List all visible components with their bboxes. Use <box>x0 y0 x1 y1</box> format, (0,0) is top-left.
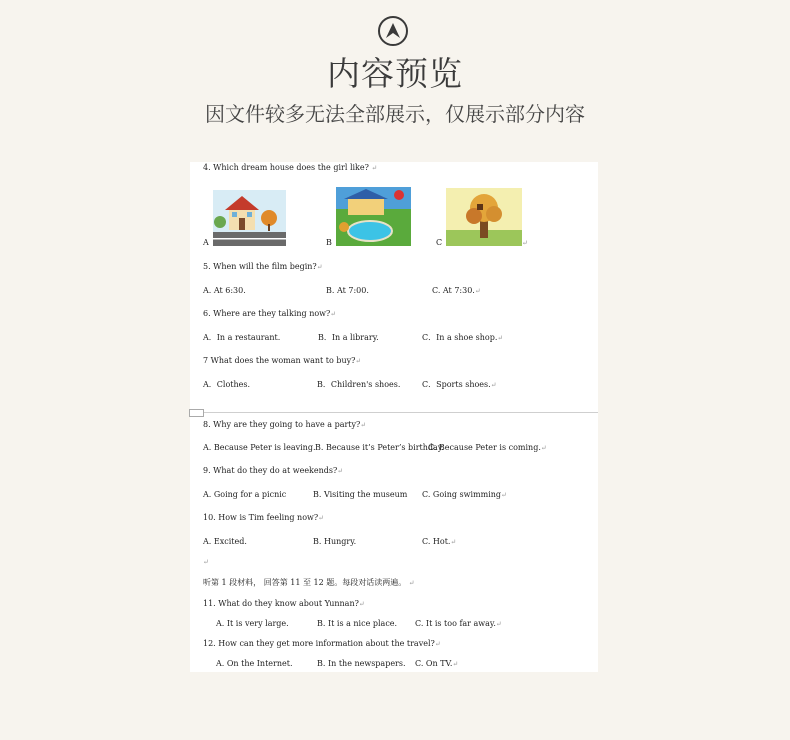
return-mark: ↵ <box>203 558 209 566</box>
question-7: 7 What does the woman want to buy?↵ <box>203 356 362 365</box>
option-9a: A. Going for a picnic <box>203 490 287 499</box>
option-11c: C. It is too far away.↵ <box>415 619 502 628</box>
page-break-line <box>190 412 598 413</box>
option-7c: C．Sports shoes.↵ <box>422 380 497 389</box>
option-4c: C <box>436 238 443 247</box>
option-5a: A. At 6:30. <box>203 286 246 295</box>
option-8b: B. Because it’s Peter’s birthday. <box>315 443 444 452</box>
question-4: 4. Which dream house does the girl like? ↵ <box>203 163 378 172</box>
question-5: 5. When will the film begin?↵ <box>203 262 323 271</box>
option-10a: A. Excited. <box>203 537 247 546</box>
option-11b: B. It is a nice place. <box>317 619 398 628</box>
logo-icon <box>378 16 408 46</box>
document-preview <box>190 162 598 672</box>
option-9b: B. Visiting the museum <box>313 490 408 499</box>
option-7a: A．Clothes. <box>203 380 251 389</box>
page-subtitle: 因文件较多无法全部展示，仅展示部分内容 <box>205 102 585 126</box>
house-b-image <box>336 187 411 246</box>
option-8c: C. Because Peter is coming.↵ <box>428 443 547 452</box>
option-8a: A. Because Peter is leaving. <box>203 443 316 452</box>
option-5c: C. At 7:30.↵ <box>432 286 481 295</box>
option-4a: A <box>203 238 209 247</box>
option-11a: A. It is very large. <box>216 619 289 628</box>
option-7b: B．Children's shoes. <box>317 380 401 389</box>
question-11: 11. What do they know about Yunnan?↵ <box>203 599 365 608</box>
option-4b: B <box>326 238 332 247</box>
option-10c: C. Hot.↵ <box>422 537 457 546</box>
page-break-handle[interactable] <box>189 409 204 417</box>
return-mark: ↵ <box>522 239 528 247</box>
question-9: 9. What do they do at weekends?↵ <box>203 466 344 475</box>
section-heading: 听第 1 段材料， 回答第 11 至 12 题。每段对话读两遍。 ↵ <box>203 578 415 587</box>
house-c-image <box>446 188 522 246</box>
option-12c: C. On TV.↵ <box>415 659 459 668</box>
question-6: 6. Where are they talking now?↵ <box>203 309 337 318</box>
question-12: 12. How can they get more information about the travel?↵ <box>203 639 441 648</box>
option-5b: B. At 7:00. <box>326 286 369 295</box>
option-9c: C. Going swimming↵ <box>422 490 507 499</box>
page-title: 内容预览 <box>327 54 463 93</box>
option-10b: B. Hungry. <box>313 537 357 546</box>
option-6a: A．In a restaurant. <box>203 333 281 342</box>
house-a-image <box>213 190 286 246</box>
option-6c: C．In a shoe shop.↵ <box>422 333 504 342</box>
question-8: 8. Why are they going to have a party?↵ <box>203 420 367 429</box>
option-12a: A. On the Internet. <box>216 659 293 668</box>
option-12b: B. In the newspapers. <box>317 659 406 668</box>
question-10: 10. How is Tim feeling now?↵ <box>203 513 325 522</box>
option-6b: B．In a library. <box>318 333 379 342</box>
